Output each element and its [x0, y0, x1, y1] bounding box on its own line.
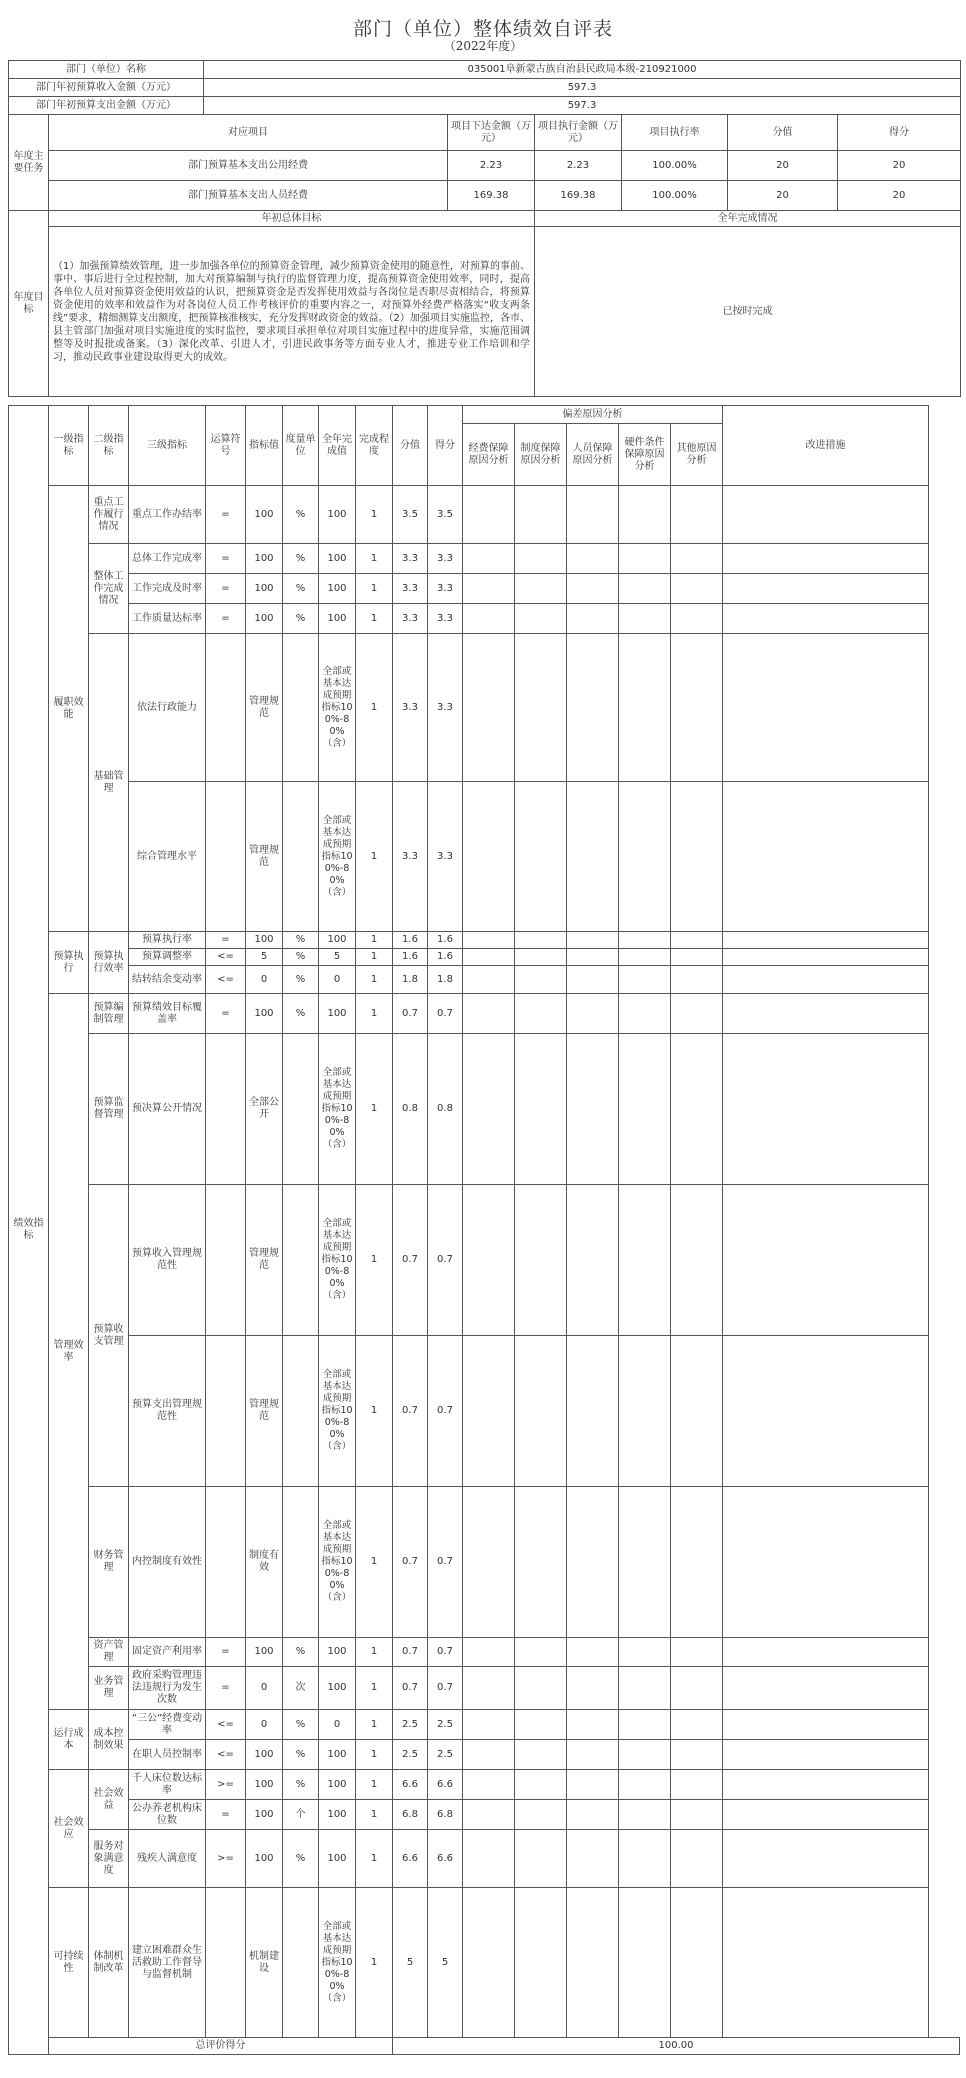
- level1-cell: 履职效能: [49, 486, 89, 932]
- tasks-side-label: 年度主要任务: [9, 115, 49, 211]
- header-degree: 完成程度: [356, 406, 393, 486]
- operator-cell: =: [206, 486, 246, 544]
- table-row: [9, 966, 960, 994]
- unit-cell: %: [283, 966, 319, 994]
- value-cell: 管理规范: [246, 1336, 283, 1487]
- got-cell: 6.8: [428, 1800, 463, 1830]
- value-cell: 机制建设: [246, 1888, 283, 2038]
- value-cell: 100: [246, 574, 283, 604]
- level2-cell: 体制机制改革: [89, 1888, 129, 2038]
- level1-cell: 运行成本: [49, 1710, 89, 1770]
- done-cell: 100: [319, 574, 356, 604]
- got-cell: 6.6: [428, 1770, 463, 1800]
- table-row: [9, 782, 960, 932]
- level3-cell: 在职人员控制率: [129, 1740, 206, 1770]
- page-title: 部门（单位）整体绩效自评表: [352, 18, 613, 40]
- value-cell: 100: [246, 544, 283, 574]
- value-cell: 全部公开: [246, 1034, 283, 1185]
- unit-cell: %: [283, 949, 319, 966]
- income-label: 部门年初预算收入金额（万元）: [9, 79, 204, 97]
- operator-cell: [206, 1185, 246, 1336]
- tasks-header-rate: 项目执行率: [622, 115, 728, 151]
- table-row: [9, 1487, 960, 1638]
- level3-cell: 预决算公开情况: [129, 1034, 206, 1185]
- table-row: [9, 604, 960, 634]
- degree-cell: 1: [356, 1830, 393, 1888]
- score-cell: 1.6: [393, 949, 428, 966]
- done-cell: 100: [319, 1830, 356, 1888]
- score-cell: 6.8: [393, 1800, 428, 1830]
- degree-cell: 1: [356, 782, 393, 932]
- value-cell: 100: [246, 1740, 283, 1770]
- unit-cell: %: [283, 1638, 319, 1667]
- unit-cell: %: [283, 574, 319, 604]
- unit-name-value: 035001阜新蒙古族自治县民政局本级-210921000: [204, 61, 961, 79]
- total-value: 100.00: [393, 2038, 960, 2055]
- goals-row: [9, 227, 961, 397]
- tasks-header-got: 得分: [838, 115, 961, 151]
- got-cell: 1.8: [428, 966, 463, 994]
- level2-cell: 财务管理: [89, 1487, 129, 1638]
- done-cell: 全部或基本达成预期指标100%-80%（含）: [319, 634, 356, 782]
- got-cell: 3.3: [428, 574, 463, 604]
- score-cell: 5: [393, 1888, 428, 2038]
- operator-cell: >=: [206, 1770, 246, 1800]
- done-cell: 全部或基本达成预期指标100%-80%（含）: [319, 1336, 356, 1487]
- tasks-header-issued: 项目下达金额（万元）: [448, 115, 535, 151]
- goals-text: （1）加强预算绩效管理，进一步加强各单位的预算资金管理，减少预算资金使用的随意性，对预算的事前、事中、事后进行全过程控制，加大对预算编制与执行的监督管理力度，提高预算资金使用效率，同时，提高各单位人员对预算资金使用效益的认识，把预算资金是否发挥使用效益与各岗位是否职尽责相结合，将预算资金使用的效率和效益作为对各岗位人员工作考核评价的重要内容之一，对预算外经费严格落实“收支两条线”要求，精细测算支出额度，把预算核准核实，充分发挥财政资金的效益。（2）加强项目实施监控，各市、县主管部门加强对项目实施进度的实时监控，要求项目承担单位对项目实施过程中的进度异常，实施范围调整等及时报批或备案。（3）深化改革、引进人才，引进民政事务等方面专业人才，推进专业工作培训和学习，推动民政事业建设取得更大的成效。: [49, 227, 535, 397]
- total-row: [9, 2038, 960, 2055]
- table-row: [9, 1770, 960, 1800]
- done-cell: 全部或基本达成预期指标100%-80%（含）: [319, 782, 356, 932]
- task-executed: 169.38: [535, 181, 622, 211]
- header-unit: 度量单位: [283, 406, 319, 486]
- done-cell: 100: [319, 604, 356, 634]
- header-deviation-system: 制度保障原因分析: [515, 424, 567, 486]
- unit-cell: %: [283, 1830, 319, 1888]
- operator-cell: <=: [206, 1710, 246, 1740]
- got-cell: 2.5: [428, 1740, 463, 1770]
- got-cell: 1.6: [428, 949, 463, 966]
- degree-cell: 1: [356, 634, 393, 782]
- level3-cell: 预算绩效目标覆盖率: [129, 994, 206, 1034]
- degree-cell: 1: [356, 1185, 393, 1336]
- operator-cell: [206, 634, 246, 782]
- value-cell: 管理规范: [246, 634, 283, 782]
- task-issued: 2.23: [448, 151, 535, 181]
- done-cell: 全部或基本达成预期指标100%-80%（含）: [319, 1487, 356, 1638]
- value-cell: 5: [246, 949, 283, 966]
- score-cell: 0.7: [393, 1336, 428, 1487]
- header-operator: 运算符号: [206, 406, 246, 486]
- task-name: 部门预算基本支出人员经费: [49, 181, 448, 211]
- level3-cell: 内控制度有效性: [129, 1487, 206, 1638]
- operator-cell: =: [206, 932, 246, 949]
- table-row: [9, 994, 960, 1034]
- done-cell: 100: [319, 544, 356, 574]
- value-cell: 100: [246, 932, 283, 949]
- got-cell: 6.6: [428, 1830, 463, 1888]
- unit-cell: [283, 782, 319, 932]
- level3-cell: 依法行政能力: [129, 634, 206, 782]
- year-subtitle: （2022年度）: [443, 39, 523, 53]
- operator-cell: =: [206, 604, 246, 634]
- table-row: [9, 1034, 960, 1185]
- unit-cell: [283, 1888, 319, 2038]
- task-executed: 2.23: [535, 151, 622, 181]
- score-cell: 0.7: [393, 1667, 428, 1710]
- expense-row: [9, 97, 961, 115]
- unit-cell: %: [283, 1770, 319, 1800]
- operator-cell: =: [206, 574, 246, 604]
- unit-name-label: 部门（单位）名称: [9, 61, 204, 79]
- done-cell: 0: [319, 1710, 356, 1740]
- unit-cell: [283, 1487, 319, 1638]
- level3-cell: 预算收入管理规范性: [129, 1185, 206, 1336]
- table-row: [9, 574, 960, 604]
- header-deviation: 偏差原因分析: [463, 406, 723, 424]
- unit-cell: %: [283, 932, 319, 949]
- header-level3: 三级指标: [129, 406, 206, 486]
- task-got: 20: [838, 151, 961, 181]
- score-cell: 3.3: [393, 782, 428, 932]
- goals-header-row: [9, 211, 961, 227]
- header-level2: 二级指标: [89, 406, 129, 486]
- got-cell: 0.8: [428, 1034, 463, 1185]
- level3-cell: 结转结余变动率: [129, 966, 206, 994]
- done-cell: 100: [319, 1800, 356, 1830]
- unit-name-row: [9, 61, 961, 79]
- unit-cell: %: [283, 994, 319, 1034]
- operator-cell: [206, 1888, 246, 2038]
- basic-info-table: [8, 60, 961, 397]
- level3-cell: 工作完成及时率: [129, 574, 206, 604]
- tasks-header-score: 分值: [728, 115, 838, 151]
- unit-cell: %: [283, 1740, 319, 1770]
- done-cell: 100: [319, 1740, 356, 1770]
- done-cell: 100: [319, 932, 356, 949]
- header-got: 得分: [428, 406, 463, 486]
- got-cell: 1.6: [428, 932, 463, 949]
- score-cell: 3.3: [393, 604, 428, 634]
- done-cell: 100: [319, 1638, 356, 1667]
- got-cell: 3.3: [428, 782, 463, 932]
- level3-cell: 政府采购管理违法违规行为发生次数: [129, 1667, 206, 1710]
- got-cell: 0.7: [428, 1185, 463, 1336]
- done-cell: 全部或基本达成预期指标100%-80%（含）: [319, 1034, 356, 1185]
- operator-cell: =: [206, 544, 246, 574]
- score-cell: 0.7: [393, 994, 428, 1034]
- degree-cell: 1: [356, 604, 393, 634]
- degree-cell: 1: [356, 1034, 393, 1185]
- unit-cell: [283, 1185, 319, 1336]
- score-cell: 6.6: [393, 1770, 428, 1800]
- level3-cell: 综合管理水平: [129, 782, 206, 932]
- degree-cell: 1: [356, 574, 393, 604]
- got-cell: 3.3: [428, 634, 463, 782]
- level2-cell: 预算收支管理: [89, 1185, 129, 1487]
- level3-cell: 总体工作完成率: [129, 544, 206, 574]
- done-cell: 100: [319, 1770, 356, 1800]
- unit-cell: 个: [283, 1800, 319, 1830]
- level1-cell: 社会效应: [49, 1770, 89, 1888]
- level3-cell: 公办养老机构床位数: [129, 1800, 206, 1830]
- task-rate: 100.00%: [622, 181, 728, 211]
- got-cell: 3.3: [428, 604, 463, 634]
- degree-cell: 1: [356, 1770, 393, 1800]
- header-deviation-hardware: 硬件条件保障原因分析: [619, 424, 671, 486]
- value-cell: 制度有效: [246, 1487, 283, 1638]
- done-cell: 100: [319, 1667, 356, 1710]
- goals-side-label: 年度目标: [9, 211, 49, 397]
- score-cell: 1.8: [393, 966, 428, 994]
- task-rate: 100.00%: [622, 151, 728, 181]
- table-row: [9, 634, 960, 782]
- level2-cell: 成本控制效果: [89, 1710, 129, 1770]
- level3-cell: 预算调整率: [129, 949, 206, 966]
- operator-cell: =: [206, 1667, 246, 1710]
- score-cell: 0.7: [393, 1638, 428, 1667]
- task-row: [9, 151, 961, 181]
- income-row: [9, 79, 961, 97]
- table-row: [9, 544, 960, 574]
- degree-cell: 1: [356, 994, 393, 1034]
- degree-cell: 1: [356, 1667, 393, 1710]
- value-cell: 0: [246, 1710, 283, 1740]
- done-cell: 100: [319, 994, 356, 1034]
- level3-cell: 预算支出管理规范性: [129, 1336, 206, 1487]
- table-row: [9, 949, 960, 966]
- level3-cell: 预算执行率: [129, 932, 206, 949]
- value-cell: 100: [246, 1830, 283, 1888]
- operator-cell: =: [206, 1638, 246, 1667]
- got-cell: 3.3: [428, 544, 463, 574]
- level2-cell: 重点工作履行情况: [89, 486, 129, 544]
- indicators-section-label: 绩效指标: [9, 406, 49, 2055]
- degree-cell: 1: [356, 1740, 393, 1770]
- level2-cell: 服务对象满意度: [89, 1830, 129, 1888]
- header-level1: 一级指标: [49, 406, 89, 486]
- unit-cell: [283, 634, 319, 782]
- value-cell: 100: [246, 994, 283, 1034]
- level3-cell: 固定资产利用率: [129, 1638, 206, 1667]
- score-cell: 3.5: [393, 486, 428, 544]
- tasks-header-row: [9, 115, 961, 151]
- operator-cell: [206, 1336, 246, 1487]
- value-cell: 100: [246, 1770, 283, 1800]
- level2-cell: 预算执行效率: [89, 932, 129, 994]
- got-cell: 0.7: [428, 994, 463, 1034]
- level3-cell: 残疾人满意度: [129, 1830, 206, 1888]
- tasks-header-project: 对应项目: [49, 115, 448, 151]
- degree-cell: 1: [356, 544, 393, 574]
- table-row: [9, 486, 960, 544]
- table-row: [9, 1638, 960, 1667]
- header-deviation-funding: 经费保障原因分析: [463, 424, 515, 486]
- value-cell: 0: [246, 966, 283, 994]
- got-cell: 5: [428, 1888, 463, 2038]
- value-cell: 管理规范: [246, 782, 283, 932]
- level3-cell: 建立困难群众生活救助工作督导与监督机制: [129, 1888, 206, 2038]
- degree-cell: 1: [356, 949, 393, 966]
- level3-cell: 千人床位数达标率: [129, 1770, 206, 1800]
- got-cell: 0.7: [428, 1487, 463, 1638]
- level2-cell: 业务管理: [89, 1667, 129, 1710]
- got-cell: 2.5: [428, 1710, 463, 1740]
- task-got: 20: [838, 181, 961, 211]
- indicators-header-row: [9, 406, 960, 424]
- task-score: 20: [728, 151, 838, 181]
- expense-value: 597.3: [204, 97, 961, 115]
- score-cell: 3.3: [393, 634, 428, 782]
- operator-cell: [206, 782, 246, 932]
- operator-cell: =: [206, 994, 246, 1034]
- indicators-table: [8, 405, 960, 2055]
- tasks-header-executed: 项目执行金额（万元）: [535, 115, 622, 151]
- income-value: 597.3: [204, 79, 961, 97]
- table-row: [9, 1830, 960, 1888]
- table-row: [9, 1336, 960, 1487]
- got-cell: 3.5: [428, 486, 463, 544]
- score-cell: 0.7: [393, 1487, 428, 1638]
- unit-cell: [283, 1034, 319, 1185]
- table-row: [9, 1888, 960, 2038]
- table-row: [9, 1800, 960, 1830]
- level2-cell: 预算编制管理: [89, 994, 129, 1034]
- header-deviation-staff: 人员保障原因分析: [567, 424, 619, 486]
- level2-cell: 资产管理: [89, 1638, 129, 1667]
- level3-cell: 工作质量达标率: [129, 604, 206, 634]
- unit-cell: %: [283, 544, 319, 574]
- done-cell: 全部或基本达成预期指标100%-80%（含）: [319, 1888, 356, 2038]
- goals-done: 已按时完成: [535, 227, 961, 397]
- table-row: [9, 1185, 960, 1336]
- level1-cell: 可持续性: [49, 1888, 89, 2038]
- header-value: 指标值: [246, 406, 283, 486]
- value-cell: 100: [246, 486, 283, 544]
- goals-header-goal: 年初总体目标: [49, 211, 535, 227]
- table-row: [9, 1710, 960, 1740]
- expense-label: 部门年初预算支出金额（万元）: [9, 97, 204, 115]
- task-issued: 169.38: [448, 181, 535, 211]
- task-name: 部门预算基本支出公用经费: [49, 151, 448, 181]
- task-row: [9, 181, 961, 211]
- degree-cell: 1: [356, 1336, 393, 1487]
- score-cell: 6.6: [393, 1830, 428, 1888]
- score-cell: 3.3: [393, 544, 428, 574]
- operator-cell: <=: [206, 966, 246, 994]
- degree-cell: 1: [356, 1800, 393, 1830]
- unit-cell: %: [283, 486, 319, 544]
- operator-cell: <=: [206, 949, 246, 966]
- got-cell: 0.7: [428, 1638, 463, 1667]
- table-row: [9, 1667, 960, 1710]
- got-cell: 0.7: [428, 1336, 463, 1487]
- degree-cell: 1: [356, 1487, 393, 1638]
- done-cell: 5: [319, 949, 356, 966]
- level3-cell: 重点工作办结率: [129, 486, 206, 544]
- unit-cell: %: [283, 1710, 319, 1740]
- operator-cell: >=: [206, 1830, 246, 1888]
- value-cell: 100: [246, 1638, 283, 1667]
- degree-cell: 1: [356, 932, 393, 949]
- level1-cell: 管理效率: [49, 994, 89, 1710]
- unit-cell: 次: [283, 1667, 319, 1710]
- score-cell: 2.5: [393, 1740, 428, 1770]
- unit-cell: %: [283, 604, 319, 634]
- value-cell: 0: [246, 1667, 283, 1710]
- degree-cell: 1: [356, 966, 393, 994]
- done-cell: 100: [319, 486, 356, 544]
- done-cell: 全部或基本达成预期指标100%-80%（含）: [319, 1185, 356, 1336]
- operator-cell: =: [206, 1800, 246, 1830]
- score-cell: 0.8: [393, 1034, 428, 1185]
- degree-cell: 1: [356, 1888, 393, 2038]
- table-row: [9, 1740, 960, 1770]
- got-cell: 0.7: [428, 1667, 463, 1710]
- table-row: [9, 932, 960, 949]
- score-cell: 3.3: [393, 574, 428, 604]
- header-done: 全年完成值: [319, 406, 356, 486]
- header-deviation-other: 其他原因分析: [671, 424, 723, 486]
- operator-cell: <=: [206, 1740, 246, 1770]
- operator-cell: [206, 1487, 246, 1638]
- value-cell: 100: [246, 1800, 283, 1830]
- value-cell: 100: [246, 604, 283, 634]
- header-score: 分值: [393, 406, 428, 486]
- score-cell: 2.5: [393, 1710, 428, 1740]
- done-cell: 0: [319, 966, 356, 994]
- degree-cell: 1: [356, 1710, 393, 1740]
- degree-cell: 1: [356, 486, 393, 544]
- header-improve: 改进措施: [723, 406, 929, 486]
- level3-cell: “三公”经费变动率: [129, 1710, 206, 1740]
- total-label: 总评价得分: [49, 2038, 393, 2055]
- level2-cell: 社会效益: [89, 1770, 129, 1830]
- score-cell: 0.7: [393, 1185, 428, 1336]
- unit-cell: [283, 1336, 319, 1487]
- value-cell: 管理规范: [246, 1185, 283, 1336]
- operator-cell: [206, 1034, 246, 1185]
- degree-cell: 1: [356, 1638, 393, 1667]
- level1-cell: 预算执行: [49, 932, 89, 994]
- level2-cell: 预算监督管理: [89, 1034, 129, 1185]
- score-cell: 1.6: [393, 932, 428, 949]
- level2-cell: 整体工作完成情况: [89, 544, 129, 634]
- level2-cell: 基础管理: [89, 634, 129, 932]
- goals-header-done: 全年完成情况: [535, 211, 961, 227]
- task-score: 20: [728, 181, 838, 211]
